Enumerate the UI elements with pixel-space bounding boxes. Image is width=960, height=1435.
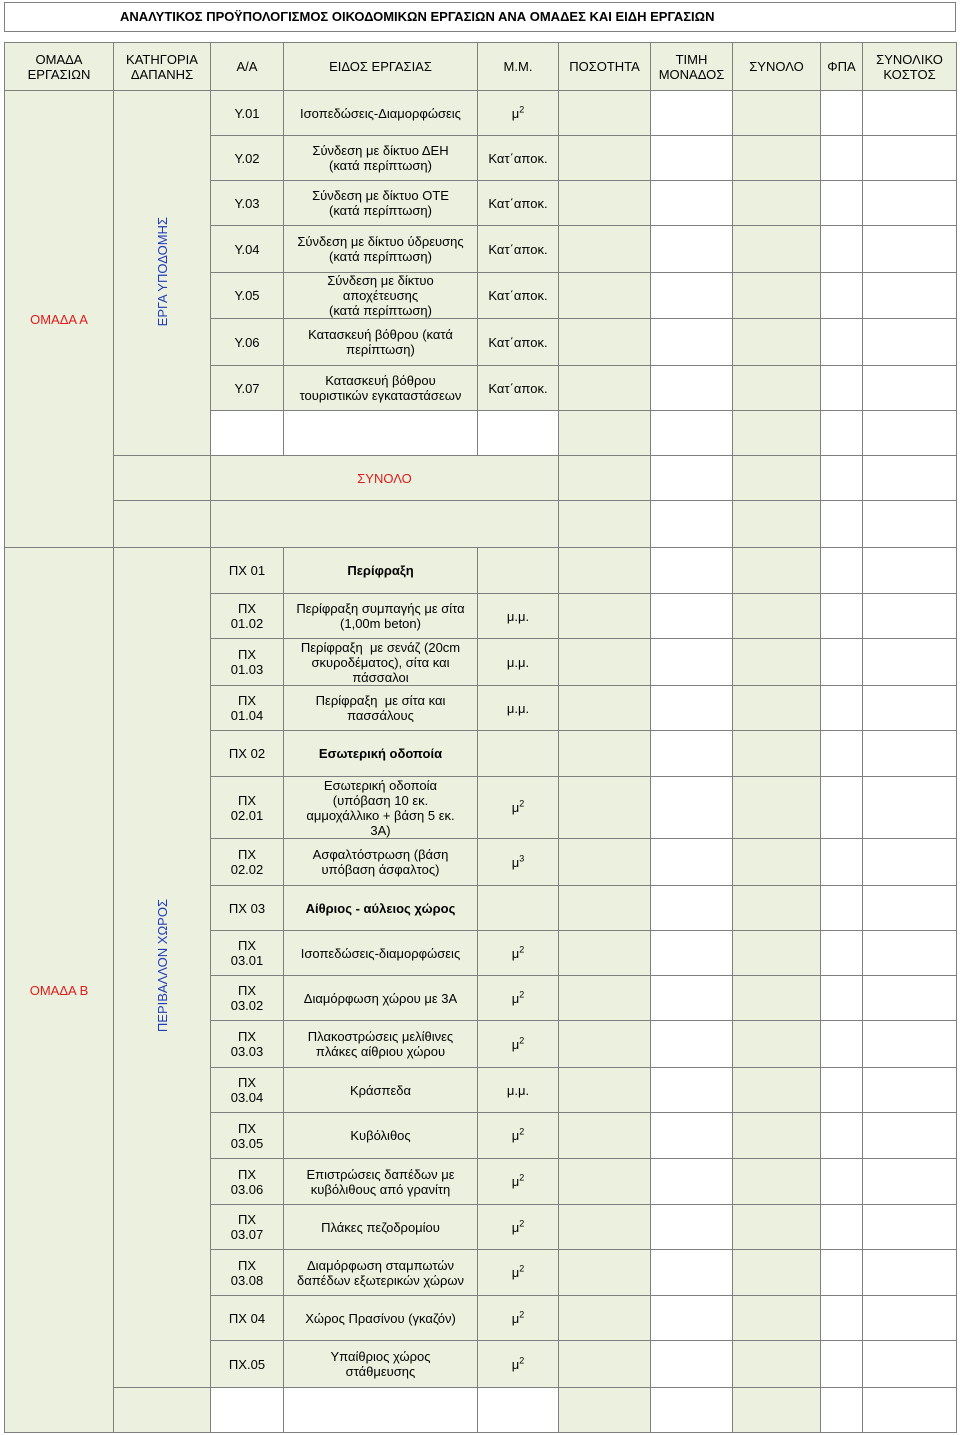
quantity-cell	[559, 456, 651, 501]
unit-price-cell	[651, 976, 733, 1021]
unit-price-cell	[651, 594, 733, 639]
unit-price-cell	[651, 1021, 733, 1068]
item-code: ΠΧ 03.02	[211, 976, 284, 1021]
item-description: Ασφαλτόστρωση (βάση υπόβαση άσφαλτος)	[284, 839, 478, 886]
blank-cell	[114, 1388, 211, 1433]
item-unit	[478, 273, 559, 319]
item-code: ΠΧ 02.01	[211, 777, 284, 839]
unit-text: μ	[511, 1128, 520, 1143]
item-unit	[478, 91, 559, 136]
unit-exponent: 2	[519, 1355, 525, 1366]
item-unit	[478, 1021, 559, 1068]
vat-cell	[821, 273, 863, 319]
vat-cell	[821, 91, 863, 136]
subtotal-cell	[733, 501, 821, 548]
unit-exponent: 2	[519, 1309, 525, 1320]
item-unit	[478, 1113, 559, 1159]
document-title: ΑΝΑΛΥΤΙΚΟΣ ΠΡΟΫΠΟΛΟΓΙΣΜΟΣ ΟΙΚΟΔΟΜΙΚΩΝ ΕΡΓΑΣΙΩΝ ΑΝΑ ΟΜΑΔΕΣ ΚΑΙ ΕΙΔΗ ΕΡΓΑΣΙΩΝ	[4, 2, 956, 32]
unit-exponent: 2	[519, 944, 525, 955]
item-unit	[478, 136, 559, 181]
unit-price-cell	[651, 1205, 733, 1250]
total-cost-cell	[863, 1296, 957, 1341]
section-title: Εσωτερική οδοποία	[284, 731, 478, 777]
subtotal-cell	[733, 1388, 821, 1433]
unit-price-cell	[651, 686, 733, 731]
item-description: Πλάκες πεζοδρομίου	[284, 1205, 478, 1250]
unit-text: Κατ΄αποκ.	[488, 150, 548, 166]
group-a-category	[114, 91, 211, 456]
total-cost-cell	[863, 1250, 957, 1296]
unit-price-cell	[651, 731, 733, 777]
item-description: Εσωτερική οδοποία (υπόβαση 10 εκ. αμμοχάλλικο + βάση 5 εκ. 3Α)	[284, 777, 478, 839]
item-code: ΠΧ 01.02	[211, 594, 284, 639]
quantity-cell	[559, 931, 651, 976]
item-description: Κράσπεδα	[284, 1068, 478, 1113]
unit-price-cell	[651, 1250, 733, 1296]
quantity-cell	[559, 319, 651, 366]
total-cost-cell	[863, 639, 957, 686]
total-cost-cell	[863, 501, 957, 548]
unit-price-cell	[651, 886, 733, 931]
total-cost-cell	[863, 839, 957, 886]
item-unit	[478, 886, 559, 931]
total-cost-cell	[863, 1068, 957, 1113]
subtotal-cell	[733, 1159, 821, 1205]
quantity-cell	[559, 731, 651, 777]
unit-text: Κατ΄αποκ.	[488, 380, 548, 396]
item-code: ΠΧ 03.06	[211, 1159, 284, 1205]
header-subtotal: ΣΥΝΟΛΟ	[733, 43, 821, 91]
item-unit	[478, 1068, 559, 1113]
total-cost-cell	[863, 777, 957, 839]
vat-cell	[821, 1021, 863, 1068]
total-cost-cell	[863, 594, 957, 639]
item-description: Διαμόρφωση χώρου με 3Α	[284, 976, 478, 1021]
blank-cell	[211, 501, 559, 548]
unit-price-cell	[651, 1341, 733, 1388]
unit-price-cell	[651, 136, 733, 181]
total-cost-cell	[863, 226, 957, 273]
total-cost-cell	[863, 731, 957, 777]
item-description: Διαμόρφωση σταμπωτών δαπέδων εξωτερικών χώρων	[284, 1250, 478, 1296]
subtotal-cell	[733, 1250, 821, 1296]
vat-cell	[821, 639, 863, 686]
item-code: Υ.05	[211, 273, 284, 319]
quantity-cell	[559, 226, 651, 273]
unit-price-cell	[651, 1388, 733, 1433]
unit-price-cell	[651, 366, 733, 411]
unit-text: μ	[511, 1356, 520, 1372]
header-work-group: ΟΜΑΔΑ ΕΡΓΑΣΙΩΝ	[5, 43, 114, 91]
total-cost-cell	[863, 91, 957, 136]
unit-price-cell	[651, 777, 733, 839]
unit-price-cell	[651, 181, 733, 226]
item-unit	[478, 1296, 559, 1341]
quantity-cell	[559, 181, 651, 226]
blank-cell	[284, 1388, 478, 1433]
subtotal-cell	[733, 686, 821, 731]
subtotal-cell	[733, 548, 821, 594]
quantity-cell	[559, 594, 651, 639]
item-code: ΠΧ 01.03	[211, 639, 284, 686]
item-code: ΠΧ.05	[211, 1341, 284, 1388]
quantity-cell	[559, 1341, 651, 1388]
total-cost-cell	[863, 976, 957, 1021]
item-code: ΠΧ 02	[211, 731, 284, 777]
header-item-number: Α/Α	[211, 43, 284, 91]
subtotal-cell	[733, 411, 821, 456]
budget-table	[4, 42, 957, 1433]
item-description: Υπαίθριος χώρος στάθμευσης	[284, 1341, 478, 1388]
unit-exponent: 2	[519, 104, 525, 115]
blank-cell	[211, 411, 284, 456]
subtotal-cell	[733, 731, 821, 777]
item-description: Περίφραξη συμπαγής με σίτα (1,00m beton)	[284, 594, 478, 639]
quantity-cell	[559, 411, 651, 456]
unit-text: μ	[511, 105, 520, 121]
item-unit	[478, 1250, 559, 1296]
item-description: Σύνδεση με δίκτυο ΟΤΕ (κατά περίπτωση)	[284, 181, 478, 226]
total-cost-cell	[863, 273, 957, 319]
subtotal-cell	[733, 1205, 821, 1250]
group-a-total-label: ΣΥΝΟΛΟ	[211, 456, 559, 501]
quantity-cell	[559, 501, 651, 548]
vat-cell	[821, 226, 863, 273]
header-total-cost: ΣΥΝΟΛΙΚΟ ΚΟΣΤΟΣ	[863, 43, 957, 91]
unit-exponent: 3	[519, 853, 525, 864]
quantity-cell	[559, 686, 651, 731]
group-b-category	[114, 548, 211, 1388]
quantity-cell	[559, 976, 651, 1021]
total-cost-cell	[863, 1341, 957, 1388]
quantity-cell	[559, 777, 651, 839]
vat-cell	[821, 411, 863, 456]
item-description: Κατασκευή βόθρου (κατά περίπτωση)	[284, 319, 478, 366]
item-code: ΠΧ 03.08	[211, 1250, 284, 1296]
unit-exponent: 2	[519, 1218, 525, 1229]
subtotal-cell	[733, 839, 821, 886]
unit-price-cell	[651, 548, 733, 594]
total-cost-cell	[863, 931, 957, 976]
vat-cell	[821, 1068, 863, 1113]
item-unit	[478, 839, 559, 886]
total-cost-cell	[863, 1205, 957, 1250]
unit-price-cell	[651, 456, 733, 501]
quantity-cell	[559, 839, 651, 886]
item-unit	[478, 1341, 559, 1388]
unit-price-cell	[651, 501, 733, 548]
unit-exponent: 2	[519, 1035, 525, 1046]
subtotal-cell	[733, 226, 821, 273]
item-code: ΠΧ 03.04	[211, 1068, 284, 1113]
blank-cell	[211, 1388, 284, 1433]
item-code: Υ.03	[211, 181, 284, 226]
unit-exponent: 2	[519, 1263, 525, 1274]
vat-cell	[821, 976, 863, 1021]
item-description: Σύνδεση με δίκτυο ύδρευσης (κατά περίπτωση)	[284, 226, 478, 273]
unit-exponent: 2	[519, 989, 525, 1000]
item-unit	[478, 1159, 559, 1205]
quantity-cell	[559, 136, 651, 181]
blank-cell	[478, 411, 559, 456]
unit-price-cell	[651, 839, 733, 886]
item-description: Περίφραξη με σενάζ (20cm σκυροδέματος), σίτα και πάσσαλοι	[284, 639, 478, 686]
subtotal-cell	[733, 639, 821, 686]
item-code: Υ.06	[211, 319, 284, 366]
quantity-cell	[559, 886, 651, 931]
vat-cell	[821, 777, 863, 839]
quantity-cell	[559, 1113, 651, 1159]
item-unit	[478, 686, 559, 731]
header-row	[5, 43, 957, 91]
total-cost-cell	[863, 886, 957, 931]
item-description: Ισοπεδώσεις-Διαμορφώσεις	[284, 91, 478, 136]
unit-exponent: 2	[519, 798, 525, 809]
subtotal-cell	[733, 1341, 821, 1388]
unit-price-cell	[651, 1159, 733, 1205]
item-description: Σύνδεση με δίκτυο ΔΕΗ (κατά περίπτωση)	[284, 136, 478, 181]
unit-text: μ	[511, 1036, 520, 1052]
subtotal-cell	[733, 1296, 821, 1341]
item-description: Σύνδεση με δίκτυο αποχέτευσης (κατά περίπτωση)	[284, 273, 478, 319]
group-a-name: ΟΜΑΔΑ Α	[5, 91, 114, 548]
quantity-cell	[559, 1250, 651, 1296]
unit-price-cell	[651, 319, 733, 366]
total-cost-cell	[863, 686, 957, 731]
vat-cell	[821, 1388, 863, 1433]
group-a-total-row	[5, 456, 957, 501]
quantity-cell	[559, 273, 651, 319]
blank-row	[5, 1388, 957, 1433]
section-row	[5, 548, 957, 594]
quantity-cell	[559, 366, 651, 411]
quantity-cell	[559, 1068, 651, 1113]
item-unit	[478, 976, 559, 1021]
item-code: ΠΧ 03.03	[211, 1021, 284, 1068]
vat-cell	[821, 319, 863, 366]
vat-cell	[821, 1159, 863, 1205]
blank-cell	[478, 1388, 559, 1433]
unit-price-cell	[651, 411, 733, 456]
unit-text: μ	[511, 990, 520, 1006]
unit-text: μ	[511, 800, 520, 815]
vat-cell	[821, 594, 863, 639]
table-row	[5, 91, 957, 136]
blank-cell	[284, 411, 478, 456]
unit-price-cell	[651, 1113, 733, 1159]
unit-text: μ.μ.	[506, 608, 530, 624]
item-unit	[478, 639, 559, 686]
subtotal-cell	[733, 931, 821, 976]
header-unit-price: ΤΙΜΗ ΜΟΝΑΔΟΣ	[651, 43, 733, 91]
vat-cell	[821, 136, 863, 181]
subtotal-cell	[733, 594, 821, 639]
item-code: ΠΧ 03.07	[211, 1205, 284, 1250]
blank-row	[5, 501, 957, 548]
item-unit	[478, 1205, 559, 1250]
unit-price-cell	[651, 91, 733, 136]
item-description: Ισοπεδώσεις-διαμορφώσεις	[284, 931, 478, 976]
section-title: Περίφραξη	[284, 548, 478, 594]
header-unit: Μ.Μ.	[478, 43, 559, 91]
group-b-name: ΟΜΑΔΑ Β	[5, 548, 114, 1433]
total-cost-cell	[863, 456, 957, 501]
item-unit	[478, 731, 559, 777]
unit-text: μ	[511, 854, 520, 870]
item-code: ΠΧ 04	[211, 1296, 284, 1341]
subtotal-cell	[733, 777, 821, 839]
item-unit	[478, 548, 559, 594]
unit-text: μ	[511, 945, 520, 961]
unit-exponent: 2	[519, 1172, 525, 1183]
quantity-cell	[559, 548, 651, 594]
item-code: Υ.04	[211, 226, 284, 273]
unit-exponent: 2	[519, 1126, 525, 1137]
item-description: Πλακοστρώσεις μελίθινες πλάκες αίθριου χώρου	[284, 1021, 478, 1068]
item-unit	[478, 594, 559, 639]
unit-text: μ.μ.	[506, 1082, 530, 1098]
vat-cell	[821, 456, 863, 501]
item-description: Περίφραξη με σίτα και πασσάλους	[284, 686, 478, 731]
header-expense-category: ΚΑΤΗΓΟΡΙΑ ΔΑΠΑΝΗΣ	[114, 43, 211, 91]
total-cost-cell	[863, 1159, 957, 1205]
item-code: ΠΧ 02.02	[211, 839, 284, 886]
item-code: Υ.07	[211, 366, 284, 411]
subtotal-cell	[733, 456, 821, 501]
subtotal-cell	[733, 886, 821, 931]
quantity-cell	[559, 1388, 651, 1433]
unit-price-cell	[651, 1068, 733, 1113]
blank-cell	[114, 456, 211, 501]
total-cost-cell	[863, 548, 957, 594]
quantity-cell	[559, 639, 651, 686]
item-description: Χώρος Πρασίνου (γκαζόν)	[284, 1296, 478, 1341]
item-description: Κατασκευή βόθρου τουριστικών εγκαταστάσεων	[284, 366, 478, 411]
total-cost-cell	[863, 1113, 957, 1159]
item-code: ΠΧ 03	[211, 886, 284, 931]
unit-price-cell	[651, 931, 733, 976]
vat-cell	[821, 501, 863, 548]
section-title: Αίθριος - αύλειος χώρος	[284, 886, 478, 931]
vat-cell	[821, 686, 863, 731]
unit-text: μ	[511, 1265, 520, 1280]
subtotal-cell	[733, 136, 821, 181]
header-quantity: ΠΟΣΟΤΗΤΑ	[559, 43, 651, 91]
subtotal-cell	[733, 1068, 821, 1113]
unit-text: Κατ΄αποκ.	[488, 195, 548, 211]
item-unit	[478, 777, 559, 839]
vat-cell	[821, 1296, 863, 1341]
vat-cell	[821, 1250, 863, 1296]
vat-cell	[821, 548, 863, 594]
total-cost-cell	[863, 136, 957, 181]
unit-text: μ.μ.	[506, 700, 530, 716]
subtotal-cell	[733, 366, 821, 411]
subtotal-cell	[733, 319, 821, 366]
quantity-cell	[559, 1296, 651, 1341]
item-unit	[478, 931, 559, 976]
total-cost-cell	[863, 319, 957, 366]
subtotal-cell	[733, 181, 821, 226]
vat-cell	[821, 886, 863, 931]
unit-price-cell	[651, 639, 733, 686]
vat-cell	[821, 931, 863, 976]
item-description: Κυβόλιθος	[284, 1113, 478, 1159]
unit-text: Κατ΄αποκ.	[488, 288, 548, 303]
unit-price-cell	[651, 226, 733, 273]
vat-cell	[821, 1113, 863, 1159]
header-work-type: ΕΙΔΟΣ ΕΡΓΑΣΙΑΣ	[284, 43, 478, 91]
item-unit	[478, 181, 559, 226]
subtotal-cell	[733, 91, 821, 136]
total-cost-cell	[863, 181, 957, 226]
subtotal-cell	[733, 976, 821, 1021]
unit-text: μ	[511, 1219, 520, 1235]
item-code: Υ.02	[211, 136, 284, 181]
vat-cell	[821, 839, 863, 886]
item-unit	[478, 319, 559, 366]
vat-cell	[821, 1341, 863, 1388]
item-code: ΠΧ 03.01	[211, 931, 284, 976]
item-code: ΠΧ 01	[211, 548, 284, 594]
quantity-cell	[559, 1159, 651, 1205]
vat-cell	[821, 181, 863, 226]
subtotal-cell	[733, 1113, 821, 1159]
vat-cell	[821, 1205, 863, 1250]
subtotal-cell	[733, 1021, 821, 1068]
total-cost-cell	[863, 1388, 957, 1433]
item-unit	[478, 226, 559, 273]
unit-price-cell	[651, 273, 733, 319]
total-cost-cell	[863, 1021, 957, 1068]
quantity-cell	[559, 1205, 651, 1250]
header-vat: ΦΠΑ	[821, 43, 863, 91]
item-code: Υ.01	[211, 91, 284, 136]
unit-text: μ	[511, 1174, 520, 1189]
unit-text: μ.μ.	[506, 654, 530, 670]
unit-text: Κατ΄αποκ.	[488, 241, 548, 257]
item-code: ΠΧ 03.05	[211, 1113, 284, 1159]
unit-price-cell	[651, 1296, 733, 1341]
item-description: Επιστρώσεις δαπέδων με κυβόλιθους από γρανίτη	[284, 1159, 478, 1205]
vat-cell	[821, 731, 863, 777]
total-cost-cell	[863, 411, 957, 456]
quantity-cell	[559, 1021, 651, 1068]
quantity-cell	[559, 91, 651, 136]
vat-cell	[821, 366, 863, 411]
item-unit	[478, 366, 559, 411]
item-code: ΠΧ 01.04	[211, 686, 284, 731]
subtotal-cell	[733, 273, 821, 319]
unit-text: μ	[511, 1310, 520, 1326]
unit-text: Κατ΄αποκ.	[488, 334, 548, 350]
blank-cell	[114, 501, 211, 548]
group-b-category-label: ΠΕΡΙΒΑΛΛΟΝ ΧΩΡΟΣ	[154, 899, 170, 1033]
group-a-category-label: ΕΡΓΑ ΥΠΟΔΟΜΗΣ	[154, 216, 170, 327]
total-cost-cell	[863, 366, 957, 411]
